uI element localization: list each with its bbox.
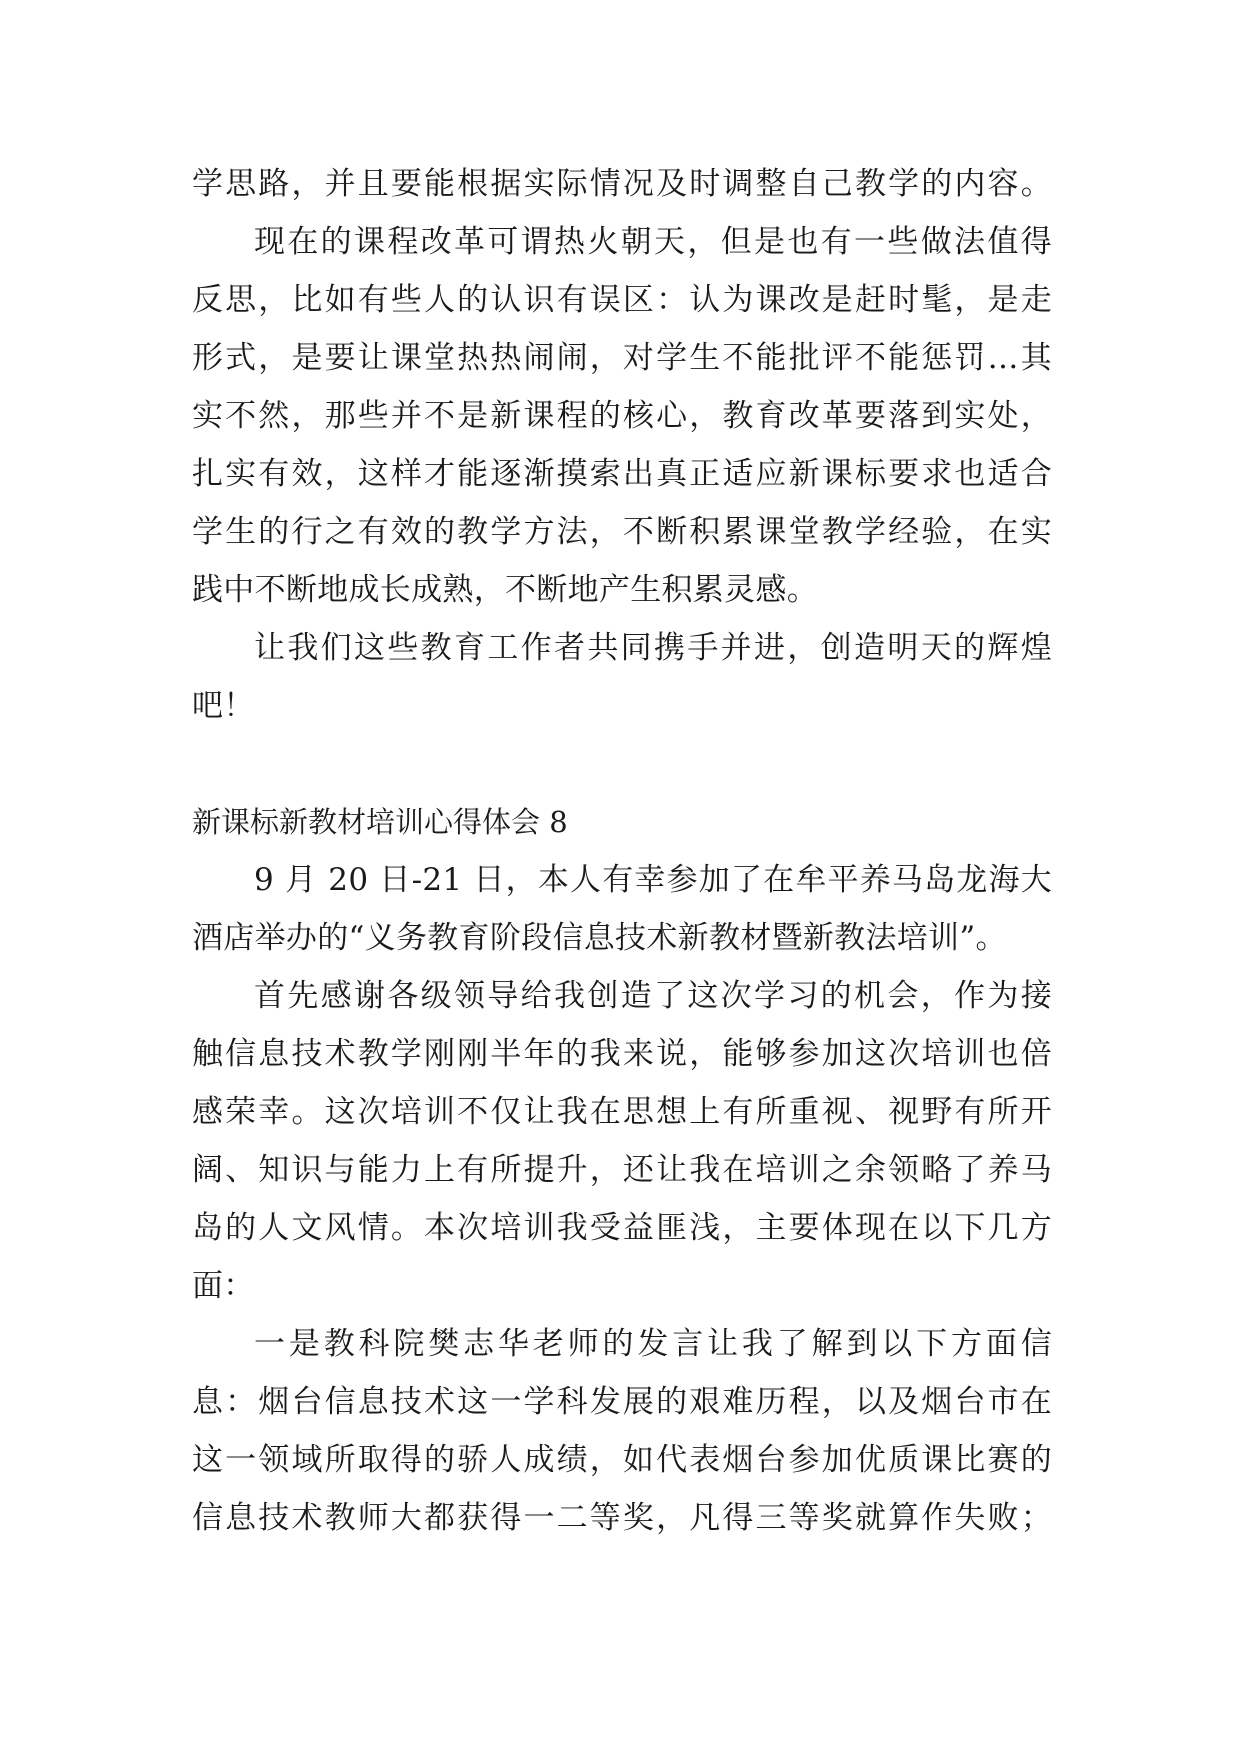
text-line: 吧！ [192, 688, 255, 724]
text-line: 让我们这些教育工作者共同携手并进，创造明天的辉煌 [254, 630, 1052, 666]
section-spacer [192, 735, 1052, 793]
text-line: 信息技术教师大都获得一二等奖，凡得三等奖就算作失败； [192, 1500, 1052, 1536]
text-line: 触信息技术教学刚刚半年的我来说，能够参加这次培训也倍 [192, 1036, 1052, 1072]
text-line: 扎实有效，这样才能逐渐摸索出真正适应新课标要求也适合 [192, 456, 1052, 492]
text-line: 学思路，并且要能根据实际情况及时调整自己教学的内容。 [192, 166, 1052, 202]
text-line: 9 月 20 日-21 日，本人有幸参加了在牟平养马岛龙海大 [254, 862, 1052, 898]
text-line: 形式，是要让课堂热热闹闹，对学生不能批评不能惩罚…其 [192, 340, 1052, 376]
text-line: 现在的课程改革可谓热火朝天，但是也有一些做法值得 [254, 224, 1052, 260]
text-line: 岛的人文风情。本次培训我受益匪浅，主要体现在以下几方 [192, 1210, 1052, 1246]
document-body [192, 155, 1052, 1547]
text-line: 这一领域所取得的骄人成绩，如代表烟台参加优质课比赛的 [192, 1442, 1052, 1478]
text-line: 一是教科院樊志华老师的发言让我了解到以下方面信 [254, 1326, 1052, 1362]
text-line: 阔、知识与能力上有所提升，还让我在培训之余领略了养马 [192, 1152, 1052, 1188]
text-line: 实不然，那些并不是新课程的核心，教育改革要落到实处， [192, 398, 1052, 434]
text-line: 酒店举办的“义务教育阶段信息技术新教材暨新教法培训”。 [192, 920, 1007, 956]
text-line: 首先感谢各级领导给我创造了这次学习的机会，作为接 [254, 978, 1052, 1014]
text-line: 反思，比如有些人的认识有误区：认为课改是赶时髦，是走 [192, 282, 1052, 318]
section-heading: 新课标新教材培训心得体会 8 [192, 805, 568, 839]
text-line: 学生的行之有效的教学方法，不断积累课堂教学经验，在实 [192, 514, 1052, 550]
text-line: 面： [192, 1268, 255, 1304]
paragraph-group-1 [192, 155, 1052, 735]
text-line: 息：烟台信息技术这一学科发展的艰难历程，以及烟台市在 [192, 1384, 1052, 1420]
text-line: 践中不断地成长成熟，不断地产生积累灵感。 [192, 572, 818, 608]
text-line: 感荣幸。这次培训不仅让我在思想上有所重视、视野有所开 [192, 1094, 1052, 1130]
paragraph-group-2 [192, 851, 1052, 1547]
